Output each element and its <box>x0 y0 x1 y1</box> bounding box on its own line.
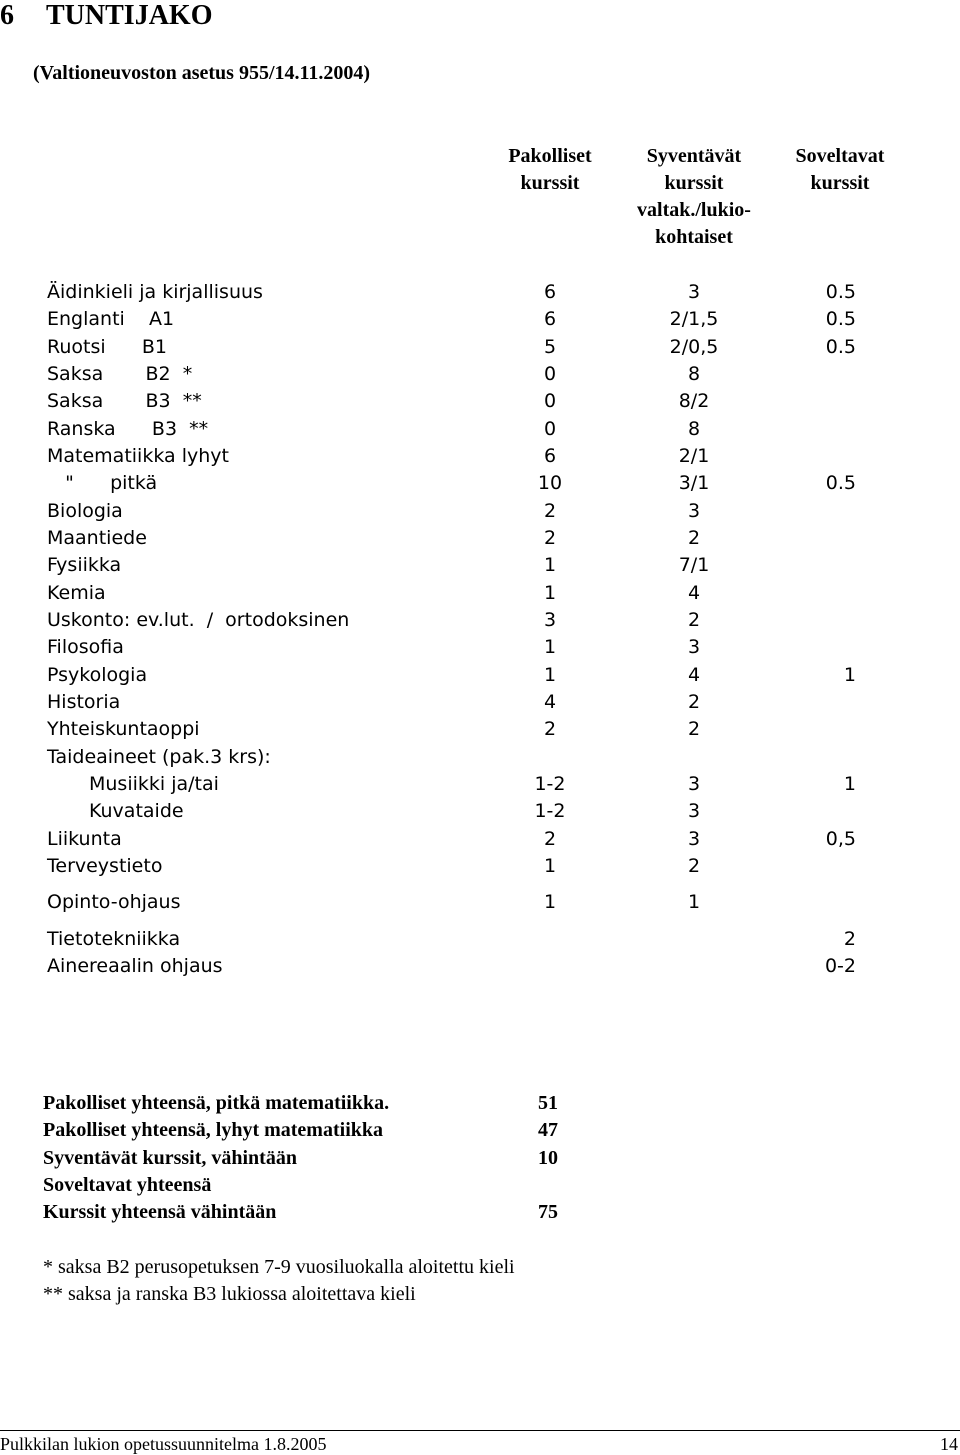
table-cell-pakolliset: 1-2 <box>534 773 566 795</box>
table-cell-syventavat: 1 <box>687 891 701 913</box>
summary-value: 10 <box>538 1147 558 1169</box>
summary-label: Pakolliset yhteensä, pitkä matematiikka. <box>43 1092 390 1114</box>
table-row-subject: Yhteiskuntaoppi <box>47 718 200 740</box>
footer-divider <box>0 1430 960 1431</box>
table-row-subject: Englanti A1 <box>47 308 175 330</box>
table-row-subject: Maantiede <box>47 527 147 549</box>
table-cell-pakolliset: 1 <box>543 636 557 658</box>
table-cell-soveltavat: 0.5 <box>825 308 856 330</box>
column-header-line: Syventävät <box>646 145 742 167</box>
table-row-subject: Terveystieto <box>47 855 163 877</box>
column-header-line: kurssit <box>520 172 580 194</box>
table-cell-pakolliset: 4 <box>543 691 557 713</box>
table-cell-pakolliset: 1 <box>543 664 557 686</box>
table-cell-pakolliset: 1-2 <box>534 800 566 822</box>
table-cell-syventavat: 3 <box>687 800 701 822</box>
table-cell-soveltavat: 1 <box>843 664 856 686</box>
column-header-syventavat <box>624 143 764 251</box>
table-row-subject: Matematiikka lyhyt <box>47 445 229 467</box>
table-row-subject: Saksa B3 ** <box>47 390 202 412</box>
table-cell-syventavat: 3 <box>687 500 701 522</box>
table-cell-pakolliset: 0 <box>543 363 557 385</box>
table-cell-pakolliset: 3 <box>543 609 557 631</box>
table-cell-syventavat: 4 <box>687 664 701 686</box>
column-header-soveltavat <box>780 143 900 197</box>
table-cell-syventavat: 2 <box>687 527 701 549</box>
table-cell-pakolliset: 2 <box>543 500 557 522</box>
summary-value: 75 <box>538 1201 558 1223</box>
page-title <box>0 0 212 32</box>
column-header-line: valtak./lukio- <box>637 199 751 221</box>
table-cell-syventavat: 8 <box>687 363 701 385</box>
table-cell-soveltavat: 0.5 <box>825 472 856 494</box>
column-header-line: kurssit <box>664 172 724 194</box>
table-cell-syventavat: 2/1,5 <box>669 308 719 330</box>
table-cell-syventavat: 2/1 <box>678 445 710 467</box>
footnote-b2: * saksa B2 perusopetuksen 7-9 vuosiluokalla aloitettu kieli <box>43 1256 515 1278</box>
summary-value: 51 <box>538 1092 558 1114</box>
table-row-subject: Ruotsi B1 <box>47 336 168 358</box>
table-cell-pakolliset: 6 <box>543 445 557 467</box>
table-cell-syventavat: 4 <box>687 582 701 604</box>
table-row-subject: " pitkä <box>47 472 158 494</box>
table-row-subject: Ainereaalin ohjaus <box>47 955 223 977</box>
table-cell-syventavat: 7/1 <box>678 554 710 576</box>
column-header-pakolliset <box>490 143 610 197</box>
table-cell-soveltavat: 2 <box>843 928 856 950</box>
table-row-subject: Saksa B2 * <box>47 363 193 385</box>
table-cell-pakolliset: 1 <box>543 554 557 576</box>
table-row-subject: Äidinkieli ja kirjallisuus <box>47 281 263 303</box>
footnote-b3: ** saksa ja ranska B3 lukiossa aloitettava kieli <box>43 1283 416 1305</box>
table-cell-syventavat: 8 <box>687 418 701 440</box>
table-cell-syventavat: 3 <box>687 773 701 795</box>
footer-text: Pulkkilan lukion opetussuunnitelma 1.8.2005 <box>0 1434 327 1454</box>
summary-label: Soveltavat yhteensä <box>43 1174 212 1196</box>
table-cell-soveltavat: 0.5 <box>825 336 856 358</box>
table-row-subject: Biologia <box>47 500 123 522</box>
table-row-subject: Kemia <box>47 582 106 604</box>
table-cell-pakolliset: 2 <box>543 527 557 549</box>
table-row-subject: Psykologia <box>47 664 148 686</box>
table-cell-pakolliset: 0 <box>543 418 557 440</box>
table-cell-pakolliset: 5 <box>543 336 557 358</box>
table-cell-soveltavat: 0-2 <box>824 955 856 977</box>
column-header-line: Pakolliset <box>508 145 592 167</box>
table-row-subject: Musiikki ja/tai <box>89 773 219 795</box>
table-cell-syventavat: 2 <box>687 855 701 877</box>
table-cell-syventavat: 3/1 <box>678 472 710 494</box>
table-cell-syventavat: 8/2 <box>678 390 710 412</box>
table-cell-syventavat: 3 <box>687 636 701 658</box>
page-number: 14 <box>940 1434 958 1454</box>
table-cell-soveltavat: 0.5 <box>825 281 856 303</box>
table-row-subject: Filosofia <box>47 636 124 658</box>
table-cell-pakolliset: 2 <box>543 718 557 740</box>
table-cell-pakolliset: 1 <box>543 855 557 877</box>
table-cell-pakolliset: 0 <box>543 390 557 412</box>
table-row-subject: Fysiikka <box>47 554 122 576</box>
summary-value: 47 <box>538 1119 558 1141</box>
column-header-line: kurssit <box>810 172 870 194</box>
table-row-subject: Tietotekniikka <box>47 928 181 950</box>
table-row-subject: Opinto-ohjaus <box>47 891 181 913</box>
table-cell-pakolliset: 1 <box>543 891 557 913</box>
decree-reference: (Valtioneuvoston asetus 955/14.11.2004) <box>33 62 371 84</box>
table-cell-pakolliset: 6 <box>543 308 557 330</box>
table-cell-syventavat: 3 <box>687 281 701 303</box>
table-cell-soveltavat: 0,5 <box>825 828 856 850</box>
table-cell-pakolliset: 2 <box>543 828 557 850</box>
table-row-subject: Uskonto: ev.lut. / ortodoksinen <box>47 609 350 631</box>
table-cell-pakolliset: 10 <box>537 472 563 494</box>
table-row-subject: Ranska B3 ** <box>47 418 209 440</box>
table-cell-syventavat: 2 <box>687 718 701 740</box>
table-row-subject: Kuvataide <box>89 800 184 822</box>
summary-label: Syventävät kurssit, vähintään <box>43 1147 297 1169</box>
table-cell-soveltavat: 1 <box>843 773 856 795</box>
column-header-line: kohtaiset <box>655 226 733 248</box>
table-row-subject: Liikunta <box>47 828 122 850</box>
section-title: TUNTIJAKO <box>46 0 213 31</box>
column-header-line: Soveltavat <box>795 145 885 167</box>
table-row-subject: Historia <box>47 691 121 713</box>
table-cell-syventavat: 3 <box>687 828 701 850</box>
table-row-subject: Taideaineet (pak.3 krs): <box>47 746 271 768</box>
table-cell-pakolliset: 6 <box>543 281 557 303</box>
section-number: 6 <box>0 0 14 31</box>
table-cell-syventavat: 2/0,5 <box>669 336 719 358</box>
table-cell-pakolliset: 1 <box>543 582 557 604</box>
summary-label: Pakolliset yhteensä, lyhyt matematiikka <box>43 1119 383 1141</box>
table-cell-syventavat: 2 <box>687 609 701 631</box>
table-cell-syventavat: 2 <box>687 691 701 713</box>
summary-label: Kurssit yhteensä vähintään <box>43 1201 277 1223</box>
